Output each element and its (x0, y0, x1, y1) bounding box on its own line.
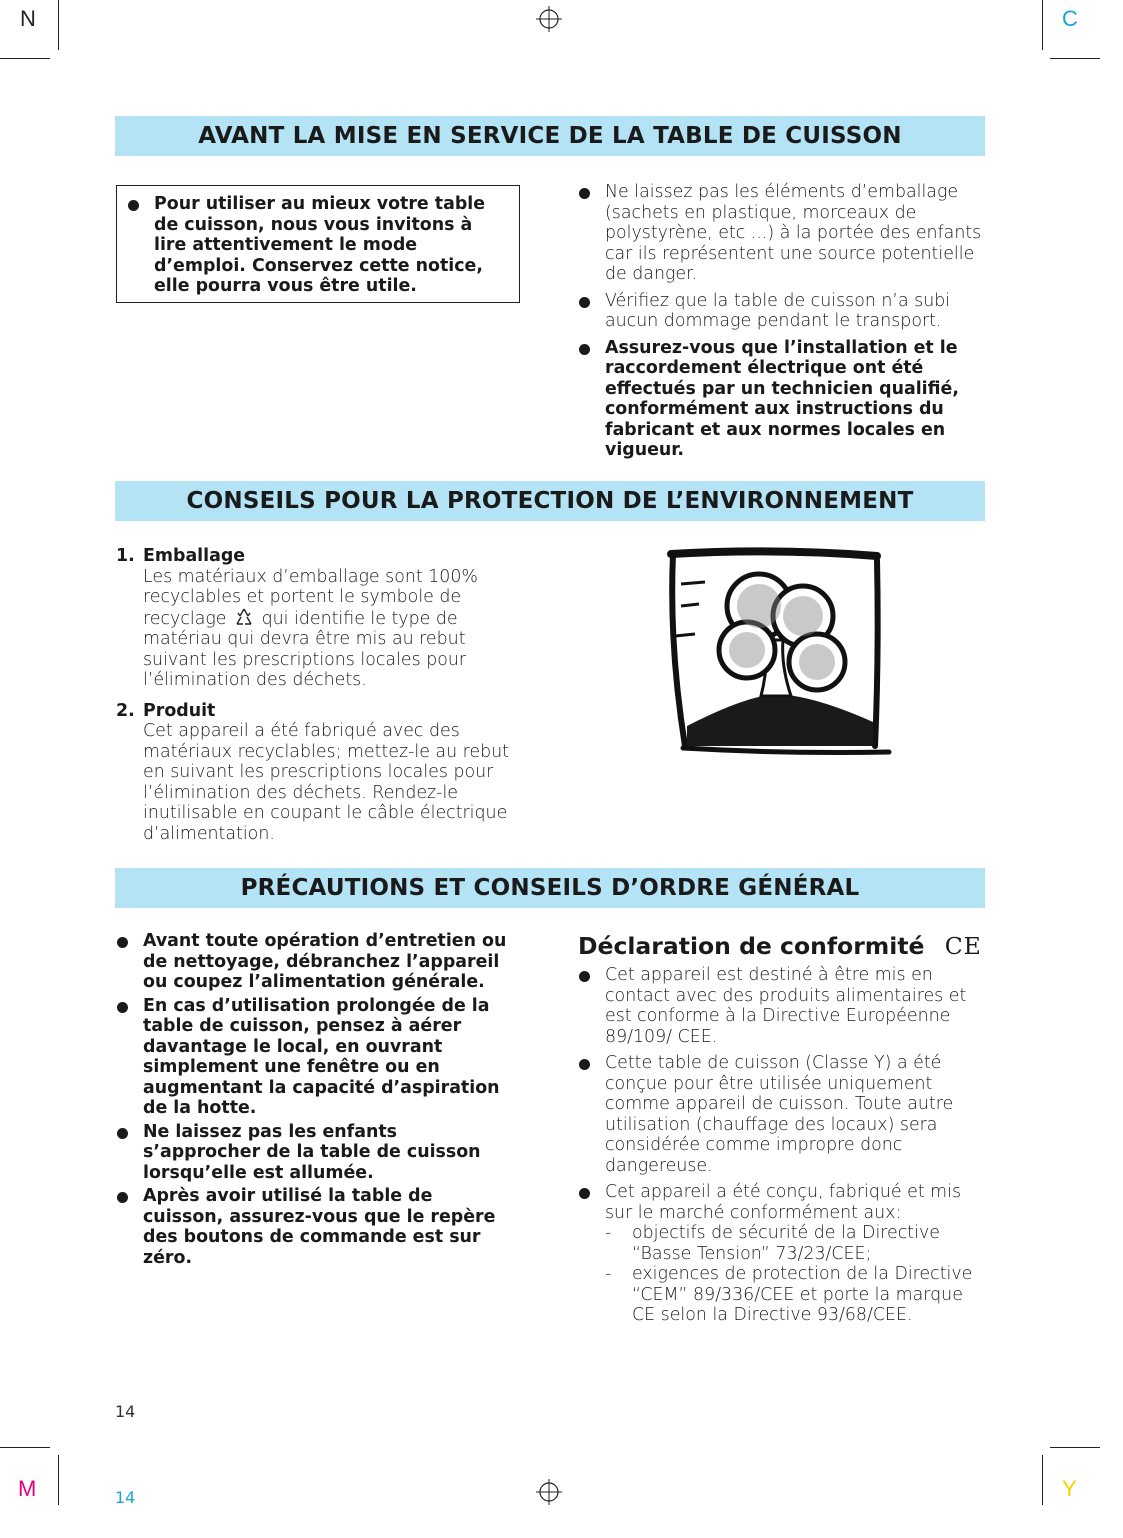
list-item-text: Assurez-vous que l’installation et le raccordement électrique ont été effectués par un technicien qualifié, conformément aux instructions du fabricant et aux normes locales en vigueur. (605, 337, 959, 460)
list-item-text: Cet appareil a été conçu, fabriqué et mis sur le marché conformément aux: (605, 1182, 961, 1223)
print-mark-n: N (20, 6, 36, 31)
sub-list-item (605, 1223, 983, 1264)
item-heading: Emballage (143, 546, 246, 566)
bullet-icon (117, 1128, 128, 1139)
print-mark-m: M (18, 1476, 37, 1501)
environment-tree-illustration (665, 546, 897, 760)
item-heading: Produit (143, 700, 216, 721)
registration-mark-icon (535, 1478, 563, 1506)
crop-mark (0, 1447, 50, 1448)
list-item-product (116, 701, 526, 845)
crop-mark (1042, 1455, 1043, 1505)
declaration-heading (578, 931, 988, 961)
sub-list (605, 1223, 983, 1326)
bullet-icon (579, 971, 590, 982)
list-item-text: Cet appareil est destiné à être mis en contact avec des produits alimentaires et est conforme à la Directive Européenne 89/109/ CEE. (605, 965, 967, 1047)
section-title-environment: CONSEILS POUR LA PROTECTION DE L’ENVIRONNEMENT (115, 481, 985, 521)
list-item-text: Ne laissez pas les éléments d’emballage (sachets en plastique, morceaux de polystyrène, etc ...) à la portée des enfants car ils représentent une source potentielle de danger. (605, 182, 982, 284)
bullet-icon (117, 1002, 128, 1013)
item-text-part: qui identifie le type de matériau qui devra être mis au rebut suivant les prescriptions locales pour l’élimination des déchets. (143, 608, 467, 690)
important-note (127, 194, 505, 297)
dash-marker: - (605, 1223, 612, 1243)
declaration-list (578, 965, 983, 1326)
print-mark-c: C (1062, 6, 1078, 31)
crop-mark (1042, 0, 1043, 50)
important-note-text: Pour utiliser au mieux votre table de cuisson, nous vous invitons à lire attentivement le mode d’emploi. Conservez cette notice, elle pourra vous être utile. (154, 194, 486, 296)
list-item (578, 1182, 983, 1326)
sub-list-text: objectifs de sécurité de la Directive “Basse Tension” 73/23/CEE; (632, 1223, 940, 1264)
crop-mark (1050, 1447, 1100, 1448)
print-page-number: 14 (115, 1488, 136, 1507)
bullet-icon (117, 937, 128, 948)
bullet-icon (579, 344, 590, 355)
list-item (116, 1186, 516, 1268)
section1-right-column (578, 182, 988, 461)
list-item-text: Cette table de cuisson (Classe Y) a été conçue pour être utilisée uniquement comme appareil de cuisson. Toute autre utilisation (chauffage des locaux) sera considérée comme impropre donc dangereuse. (605, 1053, 954, 1176)
list-item (578, 965, 983, 1047)
important-note-box (116, 185, 520, 303)
registration-mark-icon (535, 5, 563, 33)
bullet-icon (579, 1059, 590, 1070)
list-number: 2. (116, 700, 135, 721)
list-item (116, 1122, 516, 1184)
section-title-precautions: PRÉCAUTIONS ET CONSEILS D’ORDRE GÉNÉRAL (115, 868, 985, 908)
list-item (578, 338, 988, 461)
item-text-part: Les matériaux d’emballage sont 100% recyclables et portent le symbole de recyclage (143, 566, 478, 629)
crop-mark (0, 58, 50, 59)
item-text (143, 567, 526, 691)
bullet-icon (579, 1188, 590, 1199)
recycle-icon (234, 608, 254, 626)
list-item (578, 1053, 983, 1176)
list-item (578, 182, 988, 285)
bullet-icon (579, 188, 590, 199)
crop-mark (58, 1455, 59, 1505)
crop-mark (1050, 58, 1100, 59)
ce-mark-icon: CE (944, 932, 982, 960)
environment-list (116, 546, 526, 844)
print-mark-y: Y (1062, 1476, 1077, 1501)
page-number: 14 (115, 1402, 136, 1421)
bullet-icon (579, 297, 590, 308)
list-item (578, 291, 988, 332)
list-item-text: Ne laissez pas les enfants s’approcher de la table de cuisson lorsqu’elle est allumée. (143, 1121, 481, 1183)
list-item-text: En cas d’utilisation prolongée de la table de cuisson, pensez à aérer davantage le local, en ouvrant simplement une fenêtre ou en augmentant la capacité d’aspiration de la hotte. (143, 995, 500, 1118)
sub-list-text: exigences de protection de la Directive “CEM” 89/336/CEE et porte la marque CE selon la Directive 93/68/CEE. (632, 1264, 973, 1325)
bullet-icon (128, 200, 139, 211)
sub-list-item (605, 1264, 983, 1326)
list-item-text: Après avoir utilisé la table de cuisson, assurez-vous que le repère des boutons de commande est sur zéro. (143, 1186, 496, 1268)
list-item-text: Avant toute opération d’entretien ou de nettoyage, débranchez l’appareil ou coupez l’alimentation générale. (143, 931, 507, 992)
item-text: Cet appareil a été fabriqué avec des matériaux recyclables; mettez-le au rebut en suivant les prescriptions locales pour l’élimination des déchets. Rendez-le inutilisable en coupant le câble électrique d’alimentation. (143, 721, 509, 844)
bullet-icon (117, 1192, 128, 1203)
list-item-text: Vérifiez que la table de cuisson n’a subi aucun dommage pendant le transport. (605, 290, 951, 331)
list-item (116, 996, 516, 1119)
crop-mark (58, 0, 59, 50)
precautions-list (116, 931, 516, 1268)
dash-marker: - (605, 1264, 612, 1284)
list-item (116, 931, 516, 993)
list-item-packaging (116, 546, 526, 691)
declaration-title: Déclaration de conformité (578, 932, 925, 960)
list-number: 1. (116, 546, 135, 566)
section-title-before-use: AVANT LA MISE EN SERVICE DE LA TABLE DE CUISSON (115, 116, 985, 156)
